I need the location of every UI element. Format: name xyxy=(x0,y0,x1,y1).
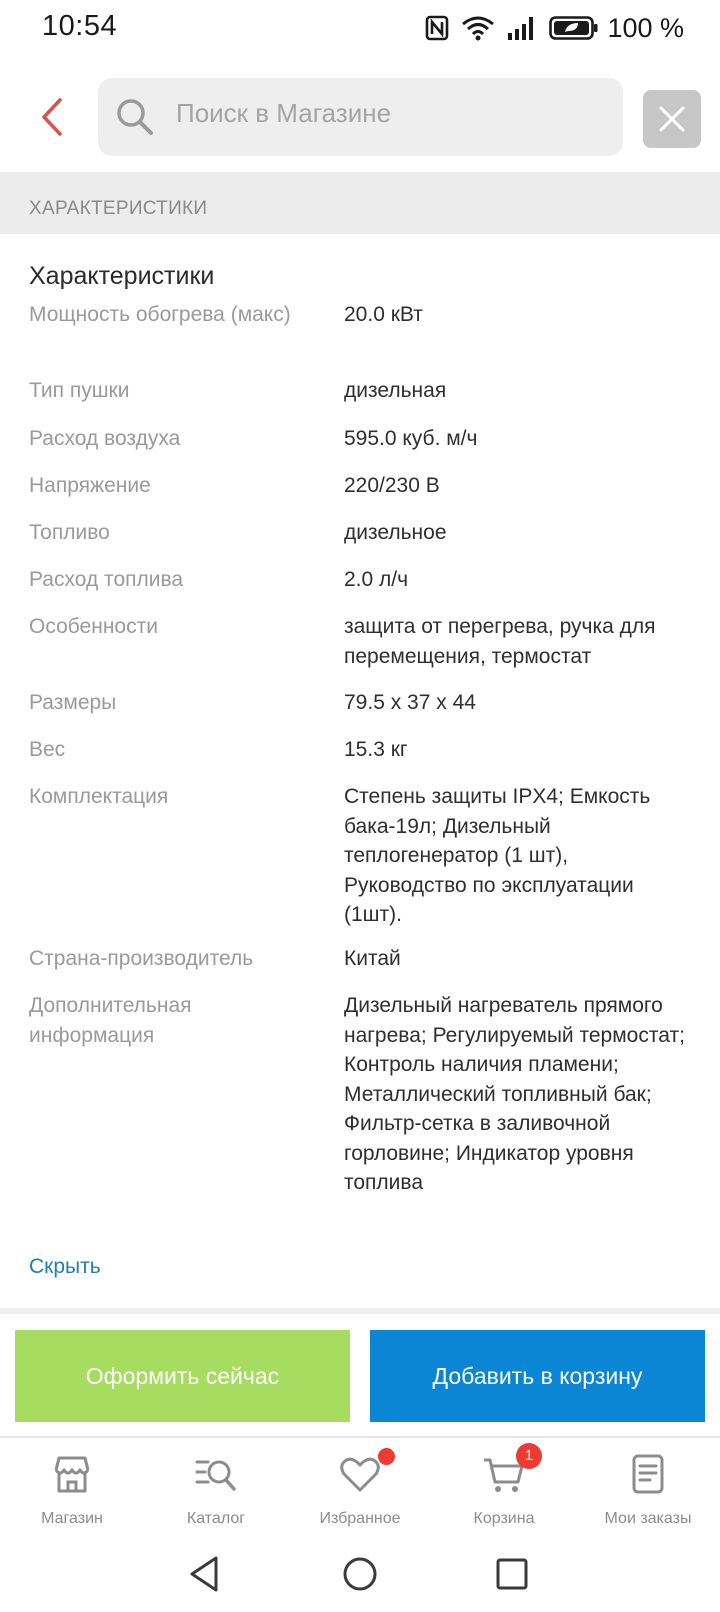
bottom-nav xyxy=(0,1438,720,1538)
spec-value: 79.5 x 37 x 44 xyxy=(344,691,476,714)
spec-value: Степень защиты IPX4; Емкость бака-19л; Дизельный теплогенератор (1 шт), Руководство по эксплуатации (1шт). xyxy=(344,785,651,926)
spec-label: Топливо xyxy=(29,521,110,544)
system-nav xyxy=(0,1538,720,1612)
status-time: 10:54 xyxy=(42,10,118,42)
search-input[interactable] xyxy=(98,78,623,156)
spec-value: дизельное xyxy=(344,521,447,544)
spec-value: Дизельный нагреватель прямого нагрева; Регулируемый термостат; Контроль наличия пламени; Металлический топливный бак; Фильтр-сетка в заливочной горловине; Индикатор уровня топлива xyxy=(344,994,685,1194)
spec-label: Тип пушки xyxy=(29,379,130,402)
checkout-now-button[interactable]: Оформить сейчас xyxy=(15,1330,350,1422)
battery-percent: 100 % xyxy=(607,12,684,43)
heart-icon xyxy=(338,1452,382,1496)
status-bar xyxy=(0,0,720,56)
home-circle-icon[interactable] xyxy=(338,1552,382,1596)
catalog-search-icon xyxy=(194,1452,238,1496)
search-header xyxy=(0,56,720,172)
nav-label: Мои заказы xyxy=(604,1510,692,1527)
favorites-badge-dot xyxy=(378,1448,395,1465)
close-icon xyxy=(657,104,687,134)
status-icons xyxy=(425,12,684,44)
nav-item-cart[interactable] xyxy=(432,1438,576,1538)
chevron-left-icon xyxy=(39,97,65,137)
spec-value: 595.0 куб. м/ч xyxy=(344,427,478,450)
recents-square-icon[interactable] xyxy=(490,1552,534,1596)
spec-label: Вес xyxy=(29,738,66,761)
store-icon xyxy=(50,1452,94,1496)
orders-icon xyxy=(626,1452,670,1496)
spec-value: 20.0 кВт xyxy=(344,303,423,326)
spec-label: Комплектация xyxy=(29,785,169,808)
spec-value: Китай xyxy=(344,947,401,970)
specs-title: Характеристики xyxy=(29,262,215,290)
nav-item-favorites[interactable] xyxy=(288,1438,432,1538)
spec-label: Расход топлива xyxy=(29,568,184,591)
signal-icon xyxy=(507,15,537,41)
nfc-icon xyxy=(425,15,449,41)
spec-value: защита от перегрева, ручка для перемещения, термостат xyxy=(344,615,656,668)
nav-item-store[interactable] xyxy=(0,1438,144,1538)
back-button[interactable] xyxy=(30,92,74,142)
spec-value: дизельная xyxy=(344,379,447,402)
section-header-label: ХАРАКТЕРИСТИКИ xyxy=(29,198,208,219)
search-icon xyxy=(114,96,156,138)
nav-label: Каталог xyxy=(186,1510,246,1527)
spec-label: Мощность обогрева (макс) xyxy=(29,303,291,326)
spec-value: 15.3 кг xyxy=(344,738,408,761)
nav-label: Корзина xyxy=(473,1510,535,1527)
cart-badge-count: 1 xyxy=(516,1443,542,1469)
spec-value: 220/230 В xyxy=(344,474,440,497)
spec-label: Особенности xyxy=(29,615,158,638)
battery-saver-icon xyxy=(549,15,599,41)
wifi-icon xyxy=(461,15,495,41)
nav-label: Избранное xyxy=(319,1510,401,1527)
hide-specs-link[interactable]: Скрыть xyxy=(29,1255,101,1278)
nav-label: Магазин xyxy=(41,1510,103,1527)
nav-item-catalog[interactable] xyxy=(144,1438,288,1538)
nav-item-orders[interactable] xyxy=(576,1438,720,1538)
spec-label: Страна-производитель xyxy=(29,947,254,970)
clear-search-button[interactable] xyxy=(643,90,701,148)
search-placeholder: Поиск в Магазине xyxy=(176,98,392,128)
spec-label: Расход воздуха xyxy=(29,427,181,450)
back-triangle-icon[interactable] xyxy=(184,1552,228,1596)
add-to-cart-button[interactable]: Добавить в корзину xyxy=(370,1330,705,1422)
spec-value: 2.0 л/ч xyxy=(344,568,409,591)
spec-label: Размеры xyxy=(29,691,117,714)
divider xyxy=(0,1308,720,1314)
section-header xyxy=(0,172,720,234)
spec-label: Напряжение xyxy=(29,474,151,497)
spec-label: Дополнительная информация xyxy=(29,994,192,1047)
